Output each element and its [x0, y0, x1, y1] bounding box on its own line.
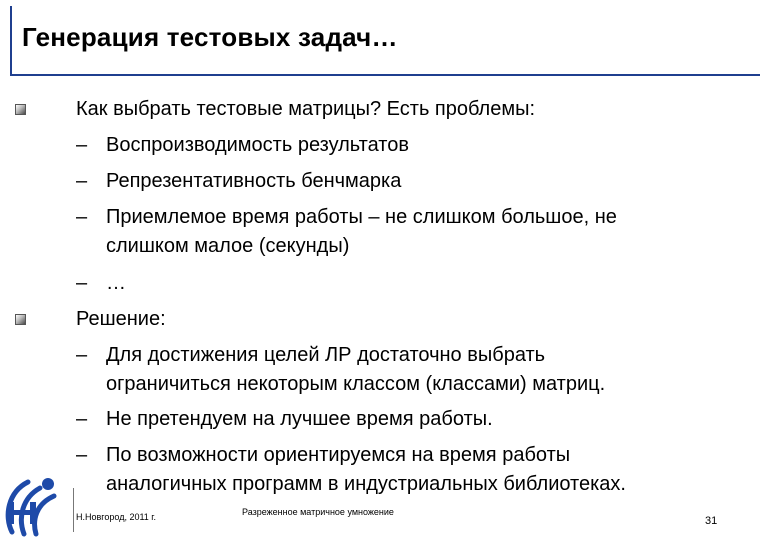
solution-heading: Решение:	[76, 308, 166, 330]
list-item: Для достижения целей ЛР достаточно выбрать	[106, 344, 546, 366]
list-dash: –	[76, 170, 88, 192]
square-bullet-icon	[15, 314, 26, 325]
list-item: Репрезентативность бенчмарка	[106, 170, 402, 192]
footer-divider	[73, 488, 74, 532]
university-logo-icon	[0, 472, 66, 540]
list-item: Не претендуем на лучшее время работы.	[106, 408, 493, 430]
square-bullet-icon	[15, 104, 26, 115]
list-item-continuation: ограничиться некоторым классом (классами) матриц.	[106, 373, 606, 395]
list-dash: –	[76, 272, 88, 294]
list-dash: –	[76, 408, 88, 430]
list-item: …	[106, 272, 126, 294]
list-item: По возможности ориентируемся на время работы	[106, 444, 571, 466]
list-item-continuation: слишком малое (секунды)	[106, 235, 350, 257]
list-item: Приемлемое время работы – не слишком большое, не	[106, 206, 617, 228]
slide-title: Генерация тестовых задач…	[22, 22, 398, 52]
footer-location-date: Н.Новгород, 2011 г.	[76, 512, 156, 522]
list-dash: –	[76, 344, 88, 366]
list-dash: –	[76, 206, 88, 228]
footer-topic: Разреженное матричное умножение	[242, 507, 394, 517]
list-dash: –	[76, 134, 88, 156]
list-item-continuation: аналогичных программ в индустриальных библиотеках.	[106, 473, 626, 495]
list-item: Воспроизводимость результатов	[106, 134, 409, 156]
list-dash: –	[76, 444, 88, 466]
page-number: 31	[705, 515, 718, 527]
problems-heading: Как выбрать тестовые матрицы? Есть проблемы:	[76, 98, 536, 120]
